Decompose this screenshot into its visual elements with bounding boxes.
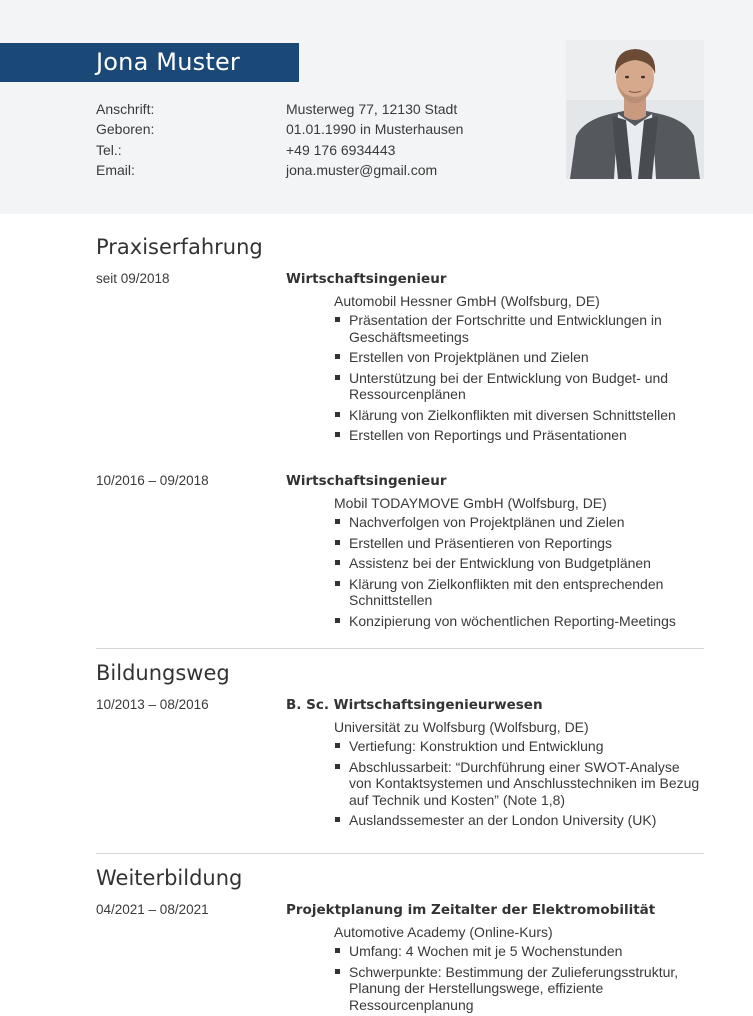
bullet-square-icon (335, 581, 340, 586)
bullet-square-icon (335, 743, 340, 748)
entry-title: Wirtschaftsingenieur (286, 473, 447, 489)
contact-row-email (96, 160, 536, 180)
list-item: Präsentation der Fortschritte und Entwicklungen in Geschäftsmeetings (334, 312, 706, 345)
entry-organization: Automobil Hessner GmbH (Wolfsburg, DE) (334, 293, 600, 309)
bullet-square-icon (335, 375, 340, 380)
contact-value: 01.01.1990 in Musterhausen (286, 121, 464, 138)
contact-label: Geboren: (96, 121, 155, 138)
list-item: Umfang: 4 Wochen mit je 5 Wochenstunden (334, 943, 706, 960)
entry-title: Projektplanung im Zeitalter der Elektromobilität (286, 902, 656, 918)
entry-date: 04/2021 – 08/2021 (96, 902, 209, 917)
contact-row-birth (96, 119, 536, 139)
list-item: Auslandssemester an der London University (UK) (334, 812, 706, 829)
bullet-list (334, 514, 706, 633)
bullet-square-icon (335, 618, 340, 623)
section-title-education: Bildungsweg (96, 661, 230, 685)
contact-value: jona.muster@gmail.com (286, 161, 438, 178)
entry-organization: Universität zu Wolfsburg (Wolfsburg, DE) (334, 719, 589, 735)
section-divider (96, 853, 704, 854)
contact-row-phone (96, 140, 536, 160)
list-item: Unterstützung bei der Entwicklung von Budget- und Ressourcenplänen (334, 370, 706, 403)
bullet-list (334, 943, 706, 1016)
entry-title: Wirtschaftsingenieur (286, 271, 447, 287)
section-divider (96, 648, 704, 649)
bullet-square-icon (335, 317, 340, 322)
list-item: Abschlussarbeit: “Durchführung einer SWOT-Analyse von Kontaktsystemen und Anschlusstechniken im Bezug auf Technik und Kosten” (Note 1,8) (334, 759, 706, 809)
bullet-square-icon (335, 519, 340, 524)
list-item: Vertiefung: Konstruktion und Entwicklung (334, 738, 706, 755)
list-item: Erstellen und Präsentieren von Reportings (334, 535, 706, 552)
contact-row-address (96, 99, 536, 119)
portrait-image (566, 40, 704, 179)
contact-details (96, 99, 536, 180)
list-item: Assistenz bei der Entwicklung von Budgetplänen (334, 555, 706, 572)
bullet-square-icon (335, 354, 340, 359)
contact-value: +49 176 6934443 (286, 141, 396, 158)
contact-label: Email: (96, 161, 135, 178)
entry-organization: Automotive Academy (Online-Kurs) (334, 924, 553, 940)
list-item: Klärung von Zielkonflikten mit den entsprechenden Schnittstellen (334, 576, 706, 609)
section-title-experience: Praxiserfahrung (96, 235, 263, 259)
bullet-list (334, 738, 706, 833)
person-name: Jona Muster (96, 48, 240, 76)
list-item: Erstellen von Reportings und Präsentationen (334, 427, 706, 444)
list-item: Klärung von Zielkonflikten mit diversen Schnittstellen (334, 407, 706, 424)
section-title-training: Weiterbildung (96, 866, 243, 890)
contact-label: Anschrift: (96, 101, 155, 117)
bullet-square-icon (335, 948, 340, 953)
bullet-square-icon (335, 560, 340, 565)
entry-title: B. Sc. Wirtschaftsingenieurwesen (286, 697, 543, 713)
entry-date: 10/2013 – 08/2016 (96, 697, 209, 712)
bullet-square-icon (335, 540, 340, 545)
list-item: Erstellen von Projektplänen und Zielen (334, 349, 706, 366)
bullet-square-icon (335, 412, 340, 417)
profile-photo (566, 40, 704, 179)
list-item: Nachverfolgen von Projektplänen und Zielen (334, 514, 706, 531)
contact-label: Tel.: (96, 141, 122, 158)
bullet-square-icon (335, 432, 340, 437)
entry-date: 10/2016 – 09/2018 (96, 473, 209, 488)
list-item: Konzipierung von wöchentlichen Reporting-Meetings (334, 613, 706, 630)
list-item: Schwerpunkte: Bestimmung der Zulieferungsstruktur, Planung der Herstellungswege, effiziente Ressourcenplanung (334, 964, 706, 1014)
entry-organization: Mobil TODAYMOVE GmbH (Wolfsburg, DE) (334, 495, 607, 511)
bullet-list (334, 312, 706, 448)
entry-date: seit 09/2018 (96, 271, 170, 286)
bullet-square-icon (335, 764, 340, 769)
bullet-square-icon (335, 969, 340, 974)
contact-value: Musterweg 77, 12130 Stadt (286, 101, 458, 117)
bullet-square-icon (335, 817, 340, 822)
